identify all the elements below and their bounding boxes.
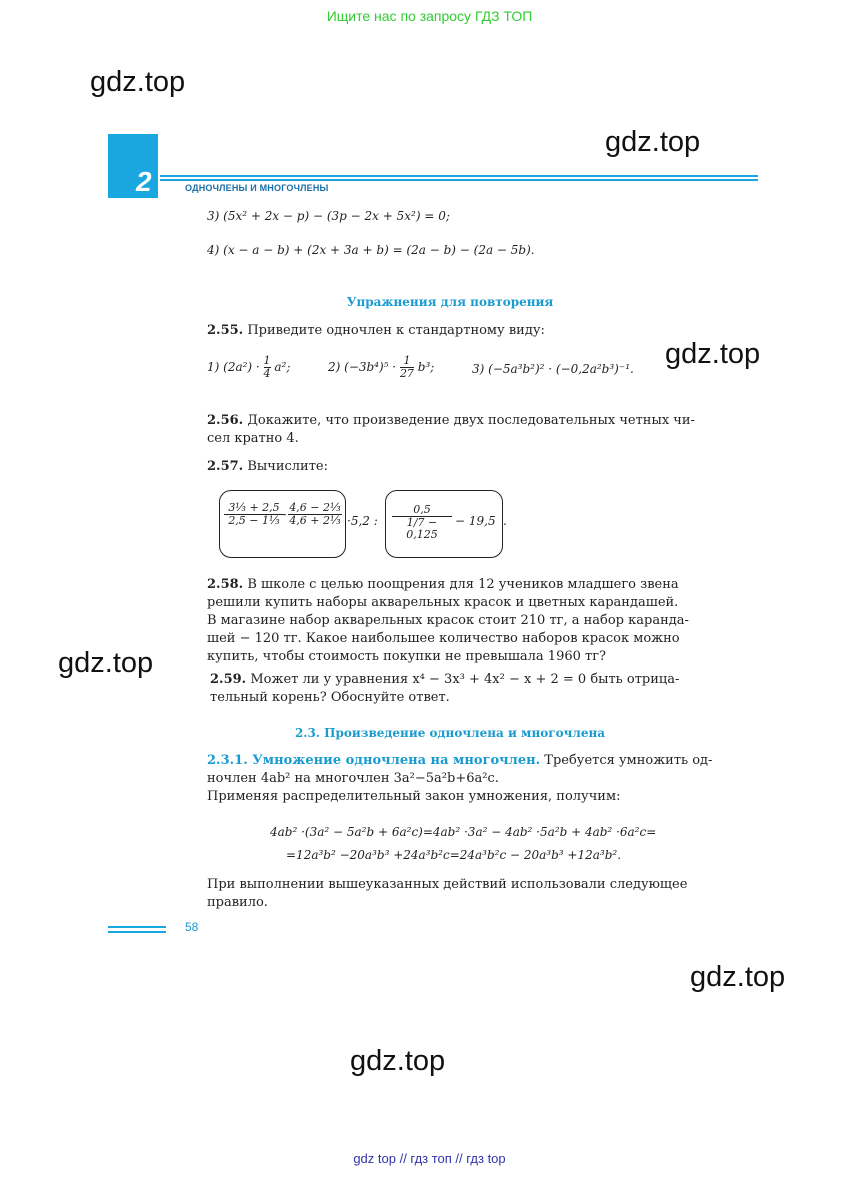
formula-line-2: =12a³b² −20a³b³ +24a³b²c=24a³b²c − 20a³b³ +12a³b². <box>286 848 622 862</box>
exercise-2-58 <box>207 576 727 666</box>
exercise-text: Приведите одночлен к стандартному виду: <box>247 323 545 338</box>
exercise-text-continued: сел кратно 4. <box>207 431 299 446</box>
expression-middle: ·5,2 : <box>347 514 378 528</box>
watermark-3: gdz.top <box>665 338 761 370</box>
subsection-text-line-2: ночлен 4ab² на многочлен 3a²−5a²b+6a²c. <box>207 771 499 786</box>
bottom-links[interactable]: gdz top // гдз топ // гдз top <box>353 1151 506 1166</box>
fraction-a: $\frac{\text{3⅓ + 2,5}}{\text{2,5 − 1⅓}}$ <box>224 502 284 527</box>
item-1-prefix: 1) (2a²) · <box>207 360 264 374</box>
closing-paragraph <box>207 876 727 912</box>
section-title: 2.3. Произведение одночлена и многочлена <box>294 726 606 740</box>
header-rule-2 <box>160 179 758 181</box>
exercise-text-line-2: тельный корень? Обоснуйте ответ. <box>210 690 450 705</box>
header-rule-1 <box>160 175 758 177</box>
watermark-5: gdz.top <box>690 961 786 993</box>
chapter-number: 2 <box>136 166 152 197</box>
exercise-number: 2.56. <box>207 413 244 428</box>
formula-line-1: 4ab² ·(3a² − 5a²b + 6a²c)=4ab² ·3a² − 4ab² ·5a²b + 4ab² ·6a²c= <box>270 825 657 839</box>
exercise-number: 2.57. <box>207 459 244 474</box>
footer-rule-2 <box>108 931 166 933</box>
exercise-text-line-3: В магазине набор акварельных красок стоит 210 тг, а набор каранда- <box>207 613 689 628</box>
exercise-text-line-4: шей − 120 тг. Какое наибольшее количество наборов красок можно <box>207 631 680 646</box>
item-1-suffix: a²; <box>274 360 291 374</box>
exercise-text: Вычислите: <box>247 459 328 474</box>
exercise-text-line-2: решили купить наборы акварельных красок и цветных карандашей. <box>207 595 679 610</box>
exercise-2-55-item-1 <box>207 355 290 380</box>
exercise-2-56 <box>207 412 717 448</box>
equation-3: 3) (5x² + 2x − p) − (3p − 2x + 5x²) = 0; <box>207 209 450 223</box>
expression-tail: − 19,5 <box>455 514 496 528</box>
watermark-6: gdz.top <box>350 1045 446 1077</box>
exercise-number: 2.58. <box>207 577 244 592</box>
exercise-number: 2.59. <box>210 672 247 687</box>
exercise-text: Может ли у уравнения x⁴ − 3x³ + 4x² − x + 2 = 0 быть отрица- <box>250 672 680 687</box>
expression-end: . <box>503 514 507 528</box>
equation-4: 4) (x − a − b) + (2x + 3a + b) = (2a − b) − (2a − 5b). <box>207 243 535 257</box>
item-2-suffix: b³; <box>417 360 435 374</box>
fraction: $\frac{1}{27}$ <box>399 354 414 380</box>
fraction: $\frac{1}{4}$ <box>263 354 271 380</box>
dot-operator: · <box>283 508 287 522</box>
exercise-text-line-5: купить, чтобы стоимость покупки не превышала 1960 тг? <box>207 649 606 664</box>
chapter-title: ОДНОЧЛЕНЫ И МНОГОЧЛЕНЫ <box>185 183 329 193</box>
item-2-prefix: 2) (−3b⁴)⁵ · <box>328 360 400 374</box>
watermark-4: gdz.top <box>58 647 154 679</box>
exercise-number: 2.55. <box>207 323 244 338</box>
review-title: Упражнения для повторения <box>346 295 554 309</box>
exercise-text: В школе с целью поощрения для 12 учеников младшего звена <box>247 577 679 592</box>
closing-line-2: правило. <box>207 895 268 910</box>
exercise-2-55-item-3: 3) (−5a³b²)² · (−0,2a²b³)⁻¹. <box>472 362 634 376</box>
exercise-text: Докажите, что произведение двух последовательных четных чи- <box>247 413 695 428</box>
subsection-2-3-1 <box>207 752 727 806</box>
fraction-c: $\frac{0,5}{1/7 - 0,125}$ <box>392 504 452 541</box>
exercise-2-59 <box>210 671 730 707</box>
fraction-b: $\frac{\text{4,6 − 2⅓}}{\text{4,6 + 2⅓}}$ <box>289 501 341 527</box>
subsection-text-line-3: Применяя распределительный закон умножения, получим: <box>207 789 621 804</box>
subsection-heading: 2.3.1. Умножение одночлена на многочлен. <box>207 753 541 768</box>
closing-line-1: При выполнении вышеуказанных действий использовали следующее <box>207 877 688 892</box>
footer-rule-1 <box>108 926 166 928</box>
top-banner[interactable]: Ищите нас по запросу ГДЗ ТОП <box>326 8 533 24</box>
exercise-2-57 <box>207 458 328 476</box>
subsection-text: Требуется умножить од- <box>544 753 713 768</box>
page-number: 58 <box>185 920 199 934</box>
watermark-1: gdz.top <box>90 66 186 98</box>
exercise-2-55 <box>207 322 545 340</box>
exercise-2-55-item-2 <box>328 355 434 380</box>
watermark-2: gdz.top <box>605 126 701 158</box>
